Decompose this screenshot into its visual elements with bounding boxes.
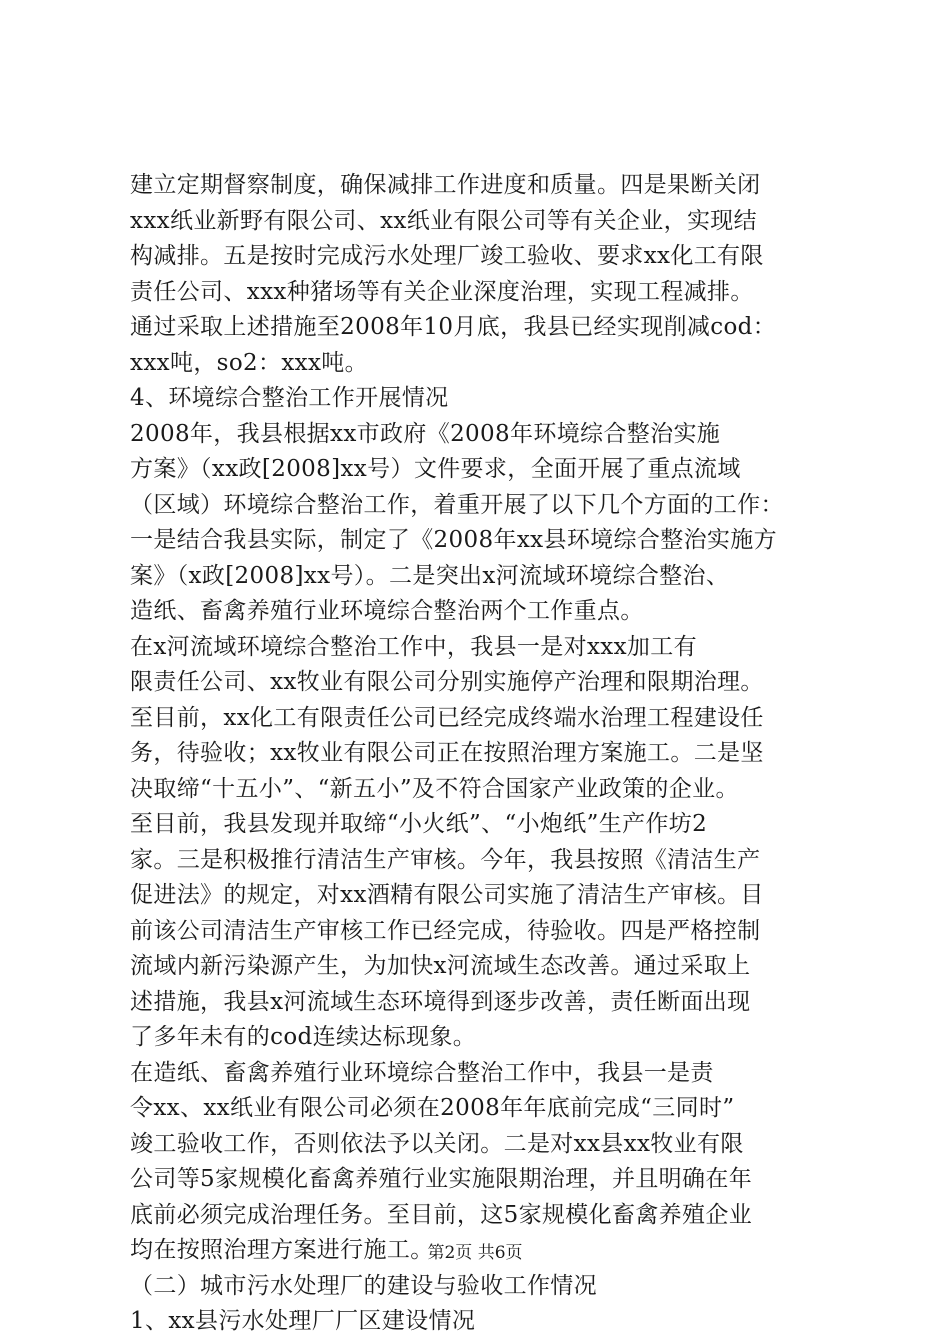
text-line: 促进法》的规定，对xx酒精有限公司实施了清洁生产审核。目 [130, 882, 764, 908]
text-line: 决取缔“十五小”、“新五小”及不符合国家产业政策的企业。 [130, 775, 739, 802]
text-line: 均在按照治理方案进行施工。 [130, 1237, 434, 1263]
text-line: 竣工验收工作，否则依法予以关闭。二是对xx县xx牧业有限 [130, 1130, 744, 1157]
text-line: 述措施，我县x河流域生态环境得到逐步改善，责任断面出现 [130, 988, 751, 1015]
text-line: xxx纸业新野有限公司、xx纸业有限公司等有关企业，实现结 [130, 207, 758, 234]
text-line: xxx吨，so2：xxx吨。 [130, 349, 369, 376]
page-number: 第2页 共6页 [427, 1243, 523, 1263]
text-line: 在造纸、畜禽养殖行业环境综合整治工作中，我县一是责 [130, 1059, 714, 1086]
text-line: 了多年未有的cod连续达标现象。 [130, 1024, 477, 1050]
section-heading: 1、xx县污水处理厂厂区建设情况 [130, 1308, 476, 1334]
document-body [130, 168, 830, 1340]
text-line: 通过采取上述措施至2008年10月底，我县已经实现削减cod： [130, 314, 777, 340]
text-line: 流域内新污染源产生，为加快x河流域生态改善。通过采取上 [130, 953, 751, 979]
text-line: 务，待验收；xx牧业有限公司正在按照治理方案施工。二是坚 [130, 740, 764, 766]
text-line: 一是结合我县实际，制定了《2008年xx县环境综合整治实施方 [130, 527, 777, 553]
text-line: 2008年，我县根据xx市政府《2008年环境综合整治实施 [130, 420, 721, 447]
section-heading: （二）城市污水处理厂的建设与验收工作情况 [130, 1272, 597, 1299]
text-line: 令xx、xx纸业有限公司必须在2008年年底前完成“三同时” [130, 1095, 735, 1121]
text-line: 底前必须完成治理任务。至目前，这5家规模化畜禽养殖企业 [130, 1201, 753, 1228]
text-line: 造纸、畜禽养殖行业环境综合整治两个工作重点。 [130, 598, 644, 624]
text-line: 构减排。五是按时完成污水处理厂竣工验收、要求xx化工有限 [130, 243, 764, 269]
text-line: 限责任公司、xx牧业有限公司分别实施停产治理和限期治理。 [130, 669, 764, 695]
text-line: 建立定期督察制度，确保减排工作进度和质量。四是果断关闭 [130, 172, 761, 198]
text-line: 家。三是积极推行清洁生产审核。今年，我县按照《清洁生产 [130, 846, 761, 873]
text-line: 责任公司、xxx种猪场等有关企业深度治理，实现工程减排。 [130, 278, 754, 305]
section-heading: 4、环境综合整治工作开展情况 [130, 385, 449, 411]
text-line: 案》（x政[2008]xx号）。二是突出x河流域环境综合整治、 [130, 562, 730, 589]
text-line: 公司等5家规模化畜禽养殖行业实施限期治理，并且明确在年 [130, 1166, 753, 1192]
text-line: 至目前，我县发现并取缔“小火纸”、“小炮纸”生产作坊2 [130, 811, 708, 837]
text-line: 在x河流域环境综合整治工作中，我县一是对xxx加工有 [130, 633, 697, 660]
text-line: 至目前，xx化工有限责任公司已经完成终端水治理工程建设任 [130, 704, 764, 731]
text-line: （区域）环境综合整治工作，着重开展了以下几个方面的工作： [130, 491, 784, 518]
text-line: 方案》（xx政[2008]xx号）文件要求，全面开展了重点流域 [130, 456, 741, 482]
text-line: 前该公司清洁生产审核工作已经完成，待验收。四是严格控制 [130, 917, 761, 944]
